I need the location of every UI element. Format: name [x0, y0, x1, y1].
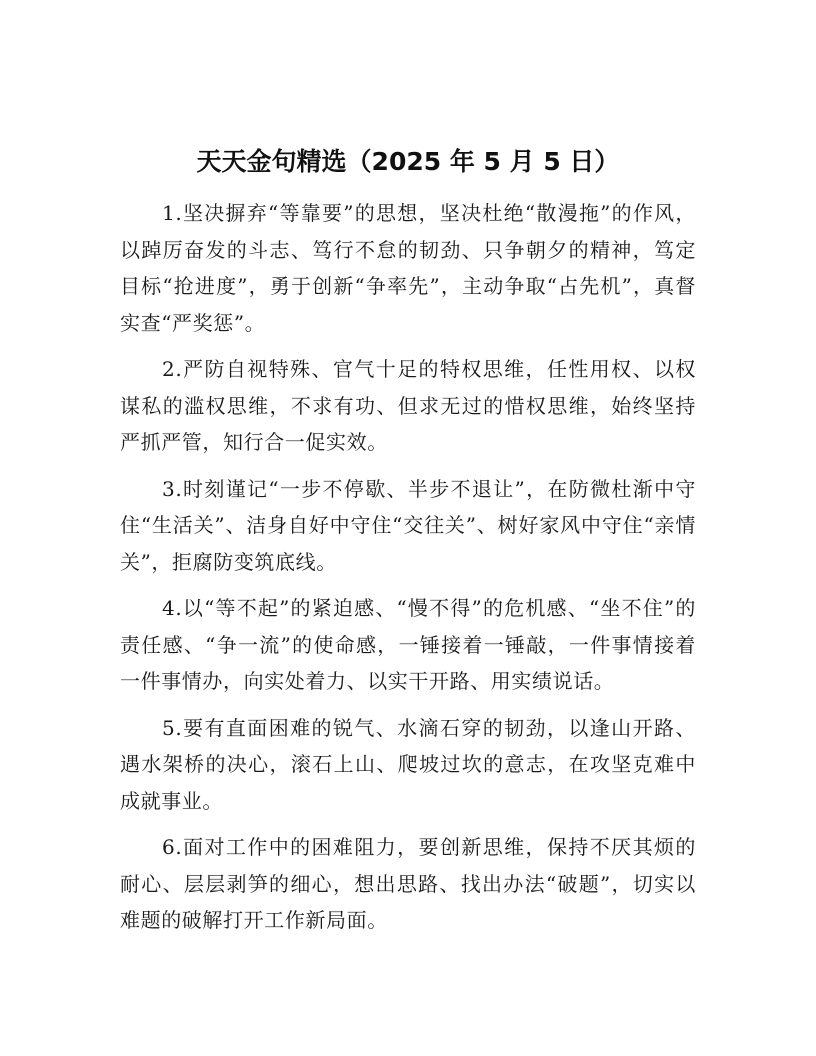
- paragraph-6: 6.面对工作中的困难阻力，要创新思维，保持不厌其烦的耐心、层层剥笋的细心，想出思路、找出办法“破题”，切实以难题的破解打开工作新局面。: [120, 835, 696, 932]
- paragraph-1: 1.坚决摒弃“等靠要”的思想，坚决杜绝“散漫拖”的作风，以踔厉奋发的斗志、笃行不怠的韧劲、只争朝夕的精神，笃定目标“抢进度”，勇于创新“争率先”，主动争取“占先机”，真督实查“严奖惩”。: [120, 201, 696, 335]
- paragraph-3: 3.时刻谨记“一步不停歇、半步不退让”，在防微杜渐中守住“生活关”、洁身自好中守住“交往关”、树好家风中守住“亲情关”，拒腐防变筑底线。: [120, 476, 696, 574]
- paragraph-4: 4.以“等不起”的紧迫感、“慢不得”的危机感、“坐不住”的责任感、“争一流”的使命感，一锤接着一锤敲，一件事情接着一件事情办，向实处着力、以实干开路、用实绩说话。: [120, 596, 696, 693]
- paragraph-5: 5.要有直面困难的锐气、水滴石穿的韧劲，以逢山开路、遇水架桥的决心，滚石上山、爬坡过坎的意志，在攻坚克难中成就事业。: [120, 715, 696, 813]
- paragraph-2: 2.严防自视特殊、官气十足的特权思维，任性用权、以权谋私的滥权思维，不求有功、但求无过的惜权思维，始终坚持严抓严管，知行合一促实效。: [120, 357, 696, 454]
- document-title: 天天金句精选（2025 年 5 月 5 日）: [196, 147, 620, 176]
- document-body: [120, 195, 696, 949]
